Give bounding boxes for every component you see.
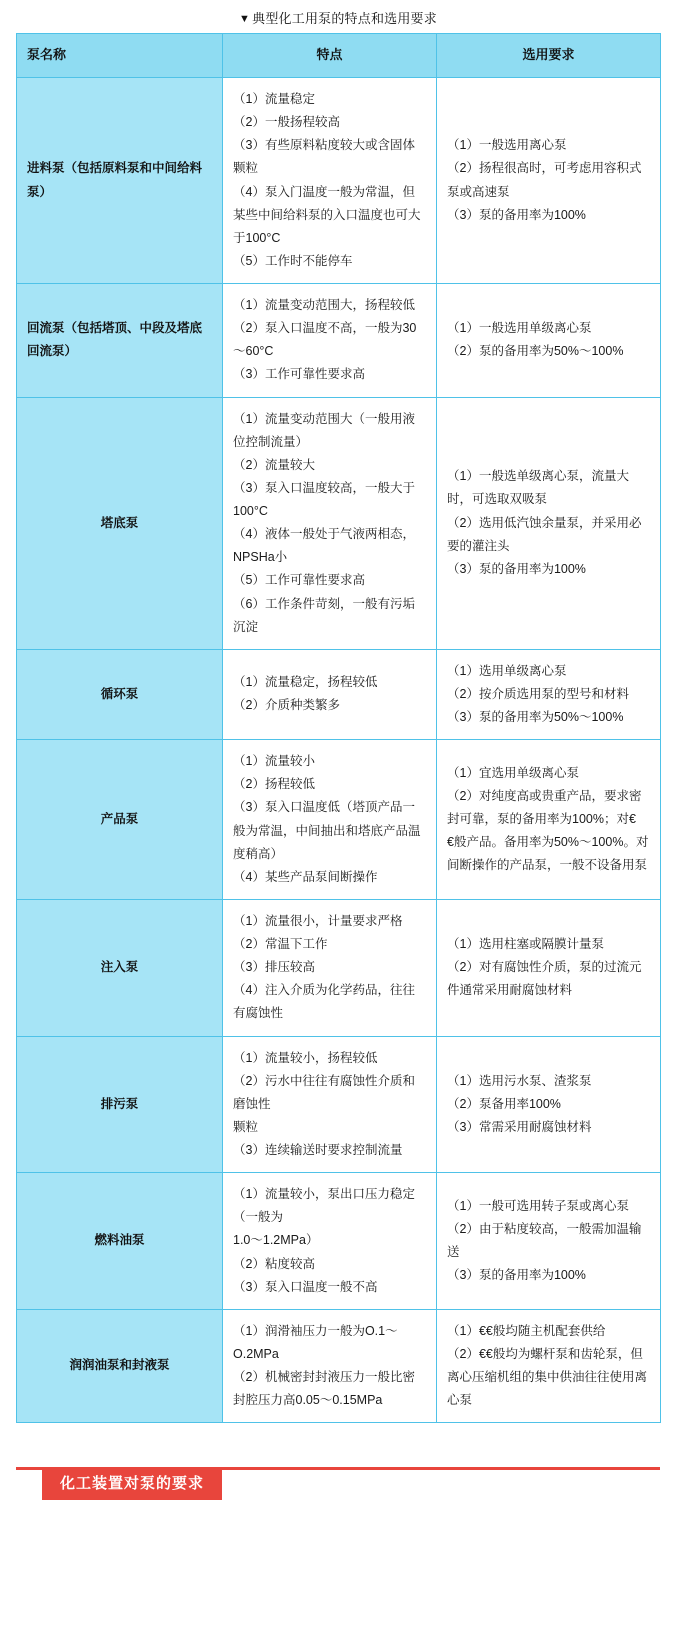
feature-line: （1）流量变动范围大（一般用液位控制流量）	[233, 411, 415, 449]
table-row	[17, 397, 661, 649]
requirement-line: （3）常需采用耐腐蚀材料	[447, 1119, 592, 1134]
feature-line: （2）介质种类繁多	[233, 698, 340, 713]
pump-requirements-cell	[437, 284, 661, 398]
feature-line: （2）常温下工作	[233, 937, 328, 951]
pump-requirements-cell	[437, 1309, 661, 1423]
pump-features-cell	[223, 1036, 437, 1173]
requirement-line: （1）€€般均随主机配套供给	[447, 1323, 606, 1338]
feature-line: （2）粘度较高	[233, 1256, 315, 1271]
table-body	[17, 78, 661, 1423]
feature-line: （5）工作时不能停车	[233, 253, 353, 268]
feature-line: （3）有些原料粘度较大或含固体颗粒	[233, 138, 415, 176]
table-row	[17, 1036, 661, 1173]
feature-line: （5）工作可靠性要求高	[233, 573, 365, 588]
requirement-line: （2）由于粘度较高，一般需加温输送	[447, 1221, 642, 1259]
feature-line: （3）泵入口温度较高，一般大于100°C	[233, 480, 415, 518]
pump-name-cell: 产品泵	[17, 740, 223, 900]
table-row	[17, 649, 661, 739]
column-header-features: 特点	[223, 34, 437, 78]
requirement-line: （2）对纯度高或贵重产品，要求密封可靠，泵的备用率为100%；对€€般产品。备用率为50%～100%。对间断操作的产品泵，一般不设备用泵	[447, 788, 649, 873]
pump-features-cell	[223, 649, 437, 739]
requirement-line: （2）选用低汽蚀余量泵，并采用必要的灌注头	[447, 515, 642, 553]
pump-requirements-cell	[437, 1173, 661, 1310]
feature-line: （2）泵入口温度不高，一般为30～60°C	[233, 321, 417, 359]
requirement-line: （2）€€般均为螺杆泵和齿轮泵，但离心压缩机组的集中供油往往使用离心泵	[447, 1346, 648, 1408]
pump-features-cell	[223, 78, 437, 284]
pump-requirements-cell	[437, 397, 661, 649]
feature-line: （1）流量较小，泵出口压力稳定（一般为	[233, 1187, 415, 1225]
feature-line: 颗粒	[233, 1119, 259, 1134]
table-row	[17, 740, 661, 900]
pump-name-cell: 燃料油泵	[17, 1173, 223, 1310]
pump-features-cell	[223, 740, 437, 900]
requirement-line: （1）选用单级离心泵	[447, 663, 567, 678]
feature-line: （4）注入介质为化学药品，往往有腐蚀性	[233, 983, 415, 1021]
requirement-line: （1）一般选用单级离心泵	[447, 321, 592, 336]
feature-line: （2）机械密封封液压力一般比密封腔压力高0.05～0.15MPa	[233, 1370, 415, 1408]
feature-line: 1.0～1.2MPa）	[233, 1233, 319, 1248]
feature-line: （3）连续输送时要求控制流量	[233, 1143, 403, 1157]
feature-line: （3）排压较高	[233, 960, 315, 975]
requirement-line: （1）宜选用单级离心泵	[447, 765, 579, 780]
pump-requirements-cell	[437, 649, 661, 739]
feature-line: （1）流量稳定	[233, 92, 315, 106]
requirement-line: （2）扬程很高时，可考虑用容积式泵或高速泵	[447, 161, 642, 199]
table-row	[17, 899, 661, 1036]
feature-line: （2）污水中往往有腐蚀性介质和磨蚀性	[233, 1073, 415, 1111]
pump-features-cell	[223, 899, 437, 1036]
feature-line: （1）流量较小，扬程较低	[233, 1050, 378, 1065]
requirement-line: （2）泵的备用率为50%～100%	[447, 344, 624, 359]
feature-line: （1）流量较小	[233, 754, 315, 769]
pump-name-cell: 进料泵（包括原料泵和中间给料泵）	[17, 78, 223, 284]
pump-name-cell: 注入泵	[17, 899, 223, 1036]
requirement-line: （3）泵的备用率为50%～100%	[447, 710, 624, 724]
requirement-line: （2）对有腐蚀性介质，泵的过流元件通常采用耐腐蚀材料	[447, 960, 642, 998]
feature-line: （3）工作可靠性要求高	[233, 367, 365, 382]
feature-line: （3）泵入口温度低（塔顶产品一般为常温，中间抽出和塔底产品温度稍高）	[233, 800, 421, 861]
pump-features-cell	[223, 1309, 437, 1423]
pump-features-cell	[223, 397, 437, 649]
feature-line: （1）流量稳定，扬程较低	[233, 675, 378, 690]
feature-line: （2）扬程较低	[233, 777, 315, 792]
requirement-line: （2）泵备用率100%	[447, 1096, 561, 1111]
requirement-line: （3）泵的备用率为100%	[447, 1268, 586, 1283]
feature-line: （2）一般扬程较高	[233, 115, 340, 130]
requirement-line: （1）选用污水泵、渣浆泵	[447, 1073, 592, 1088]
pump-name-cell: 润润油泵和封液泵	[17, 1309, 223, 1423]
requirement-line: （1）选用柱塞或隔膜计量泵	[447, 937, 604, 951]
pump-features-cell	[223, 284, 437, 398]
requirement-line: （3）泵的备用率为100%	[447, 561, 586, 576]
triangle-marker-icon: ▼	[239, 13, 251, 25]
table-row	[17, 1309, 661, 1423]
feature-line: （2）流量较大	[233, 457, 315, 472]
pump-requirements-cell	[437, 78, 661, 284]
table-caption	[0, 0, 676, 33]
table-header-row	[17, 34, 661, 78]
table-row	[17, 1173, 661, 1310]
requirement-line: （1）一般可选用转子泵或离心泵	[447, 1198, 629, 1213]
feature-line: （1）润滑袖压力一般为O.1～O.2MPa	[233, 1323, 398, 1361]
requirement-line: （1）一般选单级离心泵，流量大时，可选取双吸泵	[447, 469, 629, 507]
pump-requirements-cell	[437, 740, 661, 900]
feature-line: （4）泵入门温度一般为常温，但某些中间给料泵的入口温度也可大于100°C	[233, 184, 421, 245]
pump-selection-table	[16, 33, 661, 1423]
caption-text: 典型化工用泵的特点和选用要求	[252, 11, 437, 26]
table-row	[17, 78, 661, 284]
section-tag: 化工装置对泵的要求	[42, 1470, 222, 1500]
pump-name-cell: 回流泵（包括塔顶、中段及塔底回流泵）	[17, 284, 223, 398]
feature-line: （4）某些产品泵间断操作	[233, 869, 378, 884]
table-row	[17, 284, 661, 398]
table-header	[17, 34, 661, 78]
feature-line: （1）流量变动范围大，扬程较低	[233, 298, 415, 312]
footer-band	[0, 1467, 676, 1501]
requirement-line: （3）泵的备用率为100%	[447, 207, 586, 222]
feature-line: （6）工作条件苛刻，一般有污垢沉淀	[233, 596, 415, 634]
column-header-requirements: 选用要求	[437, 34, 661, 78]
pump-name-cell: 排污泵	[17, 1036, 223, 1173]
pump-name-cell: 循环泵	[17, 649, 223, 739]
pump-name-cell: 塔底泵	[17, 397, 223, 649]
requirement-line: （2）按介质选用泵的型号和材料	[447, 686, 629, 701]
feature-line: （1）流量很小，计量要求严格	[233, 913, 403, 928]
pump-requirements-cell	[437, 899, 661, 1036]
pump-requirements-cell	[437, 1036, 661, 1173]
requirement-line: （1）一般选用离心泵	[447, 138, 567, 153]
pump-features-cell	[223, 1173, 437, 1310]
feature-line: （3）泵入口温度一般不高	[233, 1279, 378, 1294]
column-header-name: 泵名称	[17, 34, 223, 78]
feature-line: （4）液体一般处于气液两相态，NPSHa小	[233, 527, 415, 565]
